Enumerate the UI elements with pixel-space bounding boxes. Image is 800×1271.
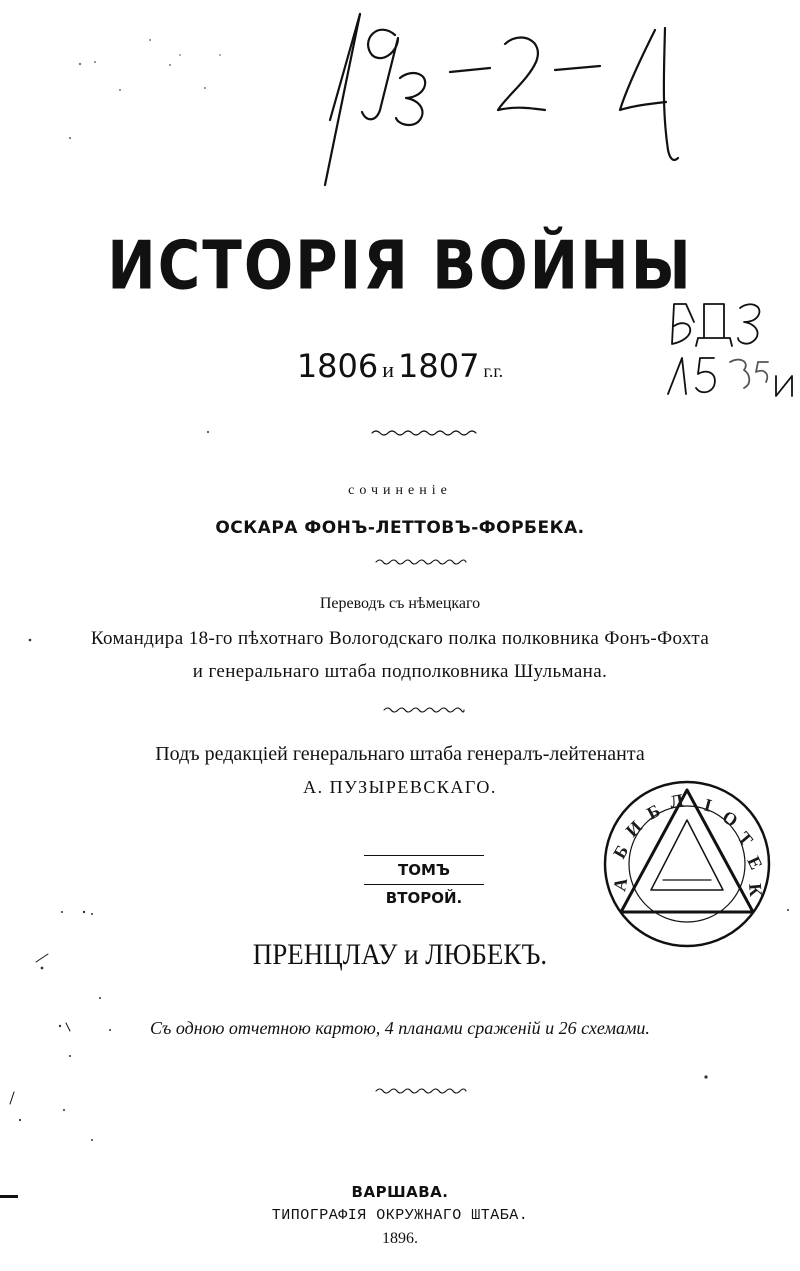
svg-text:Е: Е	[743, 853, 767, 873]
years-conjunction: и	[382, 357, 395, 382]
year-1807: 1807	[398, 347, 480, 385]
svg-text:Т: Т	[733, 827, 757, 850]
svg-text:К: К	[745, 882, 767, 898]
svg-text:Л: Л	[668, 789, 685, 812]
svg-text:О: О	[718, 806, 742, 831]
page-title: ИСТОРІЯ ВОЙНЫ	[107, 226, 693, 305]
svg-text:А: А	[609, 876, 632, 893]
svg-text:Б: Б	[643, 800, 664, 824]
svg-text:І: І	[701, 794, 714, 816]
imprint-city: ВАРШАВА.	[351, 1183, 449, 1201]
editor-line-2: А. ПУЗЫРЕВСКАГО.	[303, 777, 497, 797]
svg-text:Б: Б	[609, 841, 633, 862]
translator-line-1: Командира 18-го пѣхотнаго Вологодскаго полка полковника Фонъ-Фохта	[90, 628, 710, 649]
svg-text:И: И	[621, 816, 646, 841]
maps-note: Съ одною отчетною картою, 4 планами сраженій и 26 схемами.	[150, 1018, 650, 1038]
translation-intro: Переводъ съ нѣмецкаго	[319, 595, 481, 612]
imprint-press: ТИПОГРАФІЯ ОКРУЖНАГО ШТАБА.	[271, 1207, 529, 1224]
author-name: ОСКАРА ФОНЪ-ЛЕТТОВЪ-ФОРБЕКА.	[215, 518, 585, 538]
year-1806: 1806	[296, 347, 379, 385]
volume-subtitle: ПРЕНЦЛАУ и ЛЮБЕКЪ.	[252, 938, 548, 971]
translator-line-2: и генеральнаго штаба подполковника Шульмана.	[192, 661, 608, 682]
volume-label: ТОМЪ ВТОРОЙ.	[364, 855, 484, 885]
years-suffix: г.г.	[483, 361, 504, 381]
editor-line-1: Подъ редакціей генеральнаго штаба генералъ-лейтенанта	[155, 743, 645, 765]
work-label: сочиненіе	[348, 483, 452, 498]
imprint-year: 1896.	[382, 1230, 418, 1247]
